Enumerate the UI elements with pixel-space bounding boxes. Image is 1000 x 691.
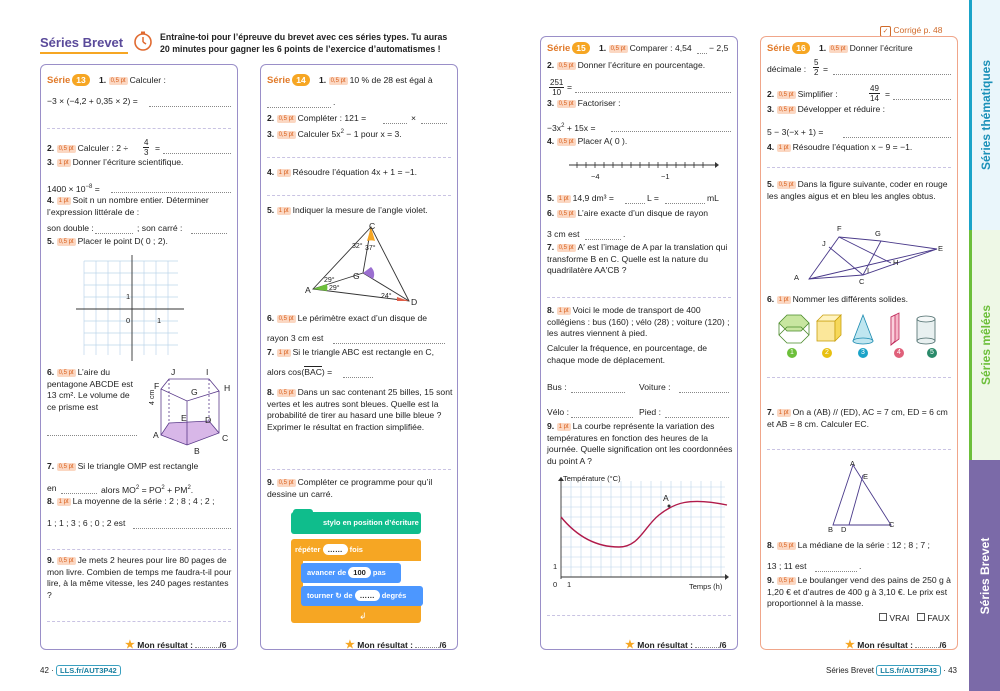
s14-q6-line2: rayon 3 cm est: [267, 333, 324, 343]
s15-pied: Pied :: [639, 407, 661, 417]
s14-q2-times: ×: [411, 113, 417, 123]
tri-label-D: D: [411, 297, 418, 307]
s14-q2-a[interactable]: [383, 123, 407, 124]
s13-q3: 3. 1 pt Donner l’écriture scientifique.: [47, 157, 184, 167]
s14-q9: 9. 0,5 pt Compléter ce programme pour qu’il dessine un carré.: [267, 477, 433, 499]
fig-label-C: C: [859, 277, 865, 286]
s16-tri-B: B: [828, 525, 834, 534]
s14-q6-answer[interactable]: [333, 343, 445, 344]
s16-q1-line2: décimale :: [767, 64, 807, 74]
s13-q9: 9. 0,5 pt Je mets 2 heures pour lire 80 pages de mon livre. Combien de temps me faudra-t-il pour lire, à la même vitesse, les 240 pages restantes ?: [47, 555, 232, 600]
s16-q2: 2. 0,5 pt Simplifier :: [767, 89, 838, 99]
s15-q5-b[interactable]: [665, 203, 705, 204]
s16-q8-end: .: [859, 561, 862, 571]
prism-dimension: 4 cm: [149, 389, 156, 405]
tab-series-thematiques[interactable]: Séries thématiques: [969, 0, 1000, 230]
s15-q1-answer[interactable]: [697, 53, 707, 54]
s13-grid-y1: 1: [126, 292, 131, 301]
fig-label-I: I: [867, 266, 870, 275]
fig-label-H: H: [893, 258, 899, 267]
s15-q9: 9. 1 pt La courbe représente la variation des températures en fonction des heures de la journée. Quelle signification ont les coordonnées du point A ?: [547, 421, 733, 466]
s13-q1-expr: −3 × (−4,2 + 0,35 × 2) =: [47, 96, 138, 106]
s16-q2-eq: =: [885, 89, 891, 99]
tri-angle-29b: 29°: [329, 285, 340, 292]
s16-q5: 5. 0,5 pt Dans la figure suivante, coder en rouge les angles aigus et en bleu les angles obtus.: [767, 179, 948, 201]
s13-q7-answer[interactable]: [61, 493, 97, 494]
tri-label-G: G: [353, 271, 360, 281]
s15-voiture-answer[interactable]: [679, 392, 729, 393]
s15-voiture: Voiture :: [639, 382, 671, 392]
s16-result: ★ Mon résultat : /6: [845, 639, 947, 651]
serie-16-title: Série 16: [767, 42, 812, 54]
solid-num-1: 1: [787, 348, 797, 358]
s16-q8-answer[interactable]: [815, 571, 857, 572]
prism-label-A: A: [153, 430, 159, 440]
rotate-icon: ↻: [335, 591, 342, 600]
s13-q4: 4. 1 pt Soit n un nombre entier. Déterminer l’expression littérale de :: [47, 195, 209, 217]
prism-label-C: C: [222, 433, 229, 443]
s15-line-2: [547, 615, 731, 616]
s13-q1-answer[interactable]: [149, 106, 231, 107]
serie-14-title: Série 14: [267, 74, 312, 86]
s14-q1: 1. 0,5 pt 10 % de 28 est égal à: [319, 75, 433, 85]
s16-tri-C: C: [889, 520, 895, 529]
s15-q8: 8. 1 pt Voici le mode de transport de 400 collégiens : bus (160) ; vélo (28) ; voiture (120) ; les autres viennent à pied.: [547, 305, 730, 338]
s16-q3-expr: 5 − 3(−x + 1) =: [767, 127, 824, 137]
s16-q8: 8. 0,5 pt La médiane de la série : 12 ; 8 ; 7 ;: [767, 540, 930, 550]
s15-q2-answer[interactable]: [575, 92, 731, 93]
s16-q3-answer[interactable]: [843, 137, 951, 138]
intro-line-2: 20 minutes pour gagner les 6 points de l’exercice d’automatismes !: [160, 44, 441, 54]
prism-label-I: I: [206, 367, 209, 377]
s16-q7: 7. 1 pt On a (AB) // (ED), AC = 7 cm, ED = 6 cm et AB = 8 cm. Calculer EC.: [767, 407, 948, 429]
s13-q7-formula: alors $MO^2 = PO^2 + PM^2$.: [101, 484, 194, 495]
s16-triangle-figure: [827, 461, 897, 531]
s16-q9: 9. 0,5 pt Le boulanger vend des pains de 250 g à 1,20 € et d’autres de 400 g à 3,10 €. Le prix est proportionnel à la masse.: [767, 575, 951, 608]
footer-left: 42 · LLS.fr/AUT3P42: [40, 665, 121, 676]
graph-y1: 1: [553, 562, 558, 571]
s13-q4-carre-answer[interactable]: [191, 233, 227, 234]
s15-bus-answer[interactable]: [571, 392, 625, 393]
s16-tri-A: A: [850, 459, 856, 468]
s13-q2: 2. 0,5 pt Calculer : 2 ÷: [47, 143, 129, 153]
s15-q2-eq: =: [567, 82, 573, 92]
block-pen-down[interactable]: stylo en position d’écriture: [291, 512, 421, 534]
tri-angle-24: 24°: [381, 293, 392, 300]
s15-q6-line2: 3 cm est: [547, 229, 580, 239]
fig-label-F: F: [837, 224, 842, 233]
tri-angle-29a: 29°: [324, 277, 335, 284]
s14-q6: 6. 0,5 pt Le périmètre exact d’un disque de: [267, 313, 428, 323]
faux-checkbox: [917, 613, 925, 621]
graph-ylabel: Température (°C): [563, 474, 621, 483]
s14-q3: 3. 0,5 pt Calculer $5x^2 - 1$ pour x = 3.: [267, 128, 402, 139]
star-icon: ★: [845, 639, 855, 651]
serie-13-card: [40, 64, 238, 650]
s13-q4-carre: ; son carré :: [137, 223, 183, 233]
s15-q5-L: L =: [647, 193, 659, 203]
s16-vrai[interactable]: VRAI: [879, 613, 909, 625]
correction-icon: ✓: [880, 26, 891, 37]
stopwatch-icon: [132, 30, 154, 52]
s14-line-3: [267, 469, 451, 470]
s15-number-line[interactable]: [569, 159, 719, 171]
prism-label-F: F: [154, 381, 160, 391]
prism-label-E: E: [181, 413, 187, 423]
s14-q8: 8. 0,5 pt Dans un sac contenant 25 billes, 15 sont vertes et les autres sont bleues. Quelle est la probabilité de tirer au hasard une bille bleue ? Exprimer le résultat en fraction simplifiée.: [267, 387, 453, 432]
s16-q2-fraction: 49 14: [870, 84, 879, 103]
s15-q5-mL: mL: [707, 193, 719, 203]
s16-faux[interactable]: FAUX: [917, 613, 950, 625]
s13-q2-eq: =: [155, 143, 161, 153]
s16-q1-fraction: 5 2: [814, 58, 819, 77]
tri-angle-37: 37°: [365, 245, 376, 252]
s16-tri-D: D: [841, 525, 847, 534]
s14-q4: 4. 1 pt Résoudre l’équation 4x + 1 = −1.: [267, 167, 418, 177]
s15-q6-answer[interactable]: [585, 239, 621, 240]
s13-q7-en: en: [47, 483, 57, 493]
s14-q7: 7. 1 pt Si le triangle ABC est rectangle en C,: [267, 347, 434, 357]
s15-velo-answer[interactable]: [571, 417, 633, 418]
graph-origin: 0: [553, 580, 558, 589]
solid-num-5: 5: [927, 348, 937, 358]
s14-q1-answer[interactable]: [267, 107, 331, 108]
title-underline: [40, 52, 128, 54]
graph-point-A: A: [663, 493, 669, 503]
prism-label-D: D: [205, 415, 212, 425]
s16-q1-eq: =: [823, 64, 829, 74]
s14-result: ★ Mon résultat : /6: [345, 639, 447, 651]
star-icon: ★: [125, 639, 135, 651]
s14-q2: 2. 0,5 pt Compléter : 121 =: [267, 113, 367, 123]
turn-input[interactable]: ……: [355, 590, 380, 601]
s13-line: [47, 128, 231, 129]
s13-q7: 7. 0,5 pt Si le triangle OMP est rectangle: [47, 461, 199, 471]
s13-q6-answer[interactable]: [47, 435, 137, 436]
s13-line-3: [47, 621, 231, 622]
s13-q2-fraction: 4 3: [144, 138, 149, 157]
fig-label-A: A: [794, 273, 800, 282]
s15-q2: 2. 0,5 pt Donner l’écriture en pourcentage.: [547, 60, 706, 70]
solid-num-3: 3: [858, 348, 868, 358]
tab-series-brevet[interactable]: Séries Brevet: [969, 460, 1000, 691]
s16-q1: 1. 0,5 pt Donner l’écriture: [819, 43, 913, 53]
s16-tri-E: E: [863, 472, 869, 481]
s15-q7: 7. 0,5 pt A′ est l’image de A par la translation qui transforme B en C. Quelle est la nature du quadrilatère AA′CB ?: [547, 242, 728, 275]
footer-right-link[interactable]: LLS.fr/AUT3P43: [876, 665, 941, 676]
s16-q8-line2: 13 ; 11 est: [767, 561, 807, 571]
serie-15-title: Série 15: [547, 42, 592, 54]
solid-num-4: 4: [894, 348, 904, 358]
vrai-checkbox: [879, 613, 887, 621]
s13-grid-x1: 1: [157, 316, 162, 325]
s16-line-2: [767, 377, 951, 378]
intro-line-1: Entraîne-toi pour l’épreuve du brevet avec ces séries types. Tu auras: [160, 32, 448, 42]
prism-label-J: J: [171, 367, 176, 377]
s14-q7-formula: alors cos(BAC) =: [267, 367, 333, 377]
s15-q5-a[interactable]: [625, 203, 645, 204]
serie-16-card: [760, 36, 958, 650]
prism-label-H: H: [224, 383, 231, 393]
tri-label-C: C: [369, 221, 376, 231]
serie-15-card: [540, 36, 738, 650]
prism-label-G: G: [191, 387, 198, 397]
s16-line-1: [767, 167, 951, 168]
s13-grid-zero: 0: [126, 316, 131, 325]
s15-q6: 6. 0,5 pt L’aire exacte d’un disque de rayon: [547, 208, 709, 218]
s15-q4: 4. 0,5 pt Placer A( 0 ).: [547, 136, 628, 146]
graph-xlabel: Temps (h): [689, 582, 723, 591]
s13-q4-double-answer[interactable]: [95, 233, 133, 234]
s14-q2-b[interactable]: [421, 123, 447, 124]
s13-q3-answer[interactable]: [111, 192, 231, 193]
s16-solids-figure: [773, 311, 949, 351]
star-icon: ★: [345, 639, 355, 651]
block-turn[interactable]: tourner ↻ de …… degrés: [301, 586, 423, 606]
s14-line-1: [267, 157, 451, 158]
footer-right: Séries Brevet LLS.fr/AUT3P43 · 43: [826, 666, 957, 675]
serie-14-card: [260, 64, 458, 650]
s14-line-2: [267, 195, 451, 196]
s16-q4: 4. 1 pt Résoudre l’équation x − 9 = −1.: [767, 142, 913, 152]
page-title: Séries Brevet: [40, 35, 124, 50]
s13-q1: 1. 0,5 pt Calculer :: [99, 75, 166, 85]
s16-line-3: [767, 449, 951, 450]
s13-q4-double: son double :: [47, 223, 94, 233]
fig-label-E: E: [938, 244, 944, 253]
tab-series-melees[interactable]: Séries mêlées: [969, 230, 1000, 460]
tri-angle-32: 32°: [352, 243, 363, 250]
s13-q8: 8. 1 pt La moyenne de la série : 2 ; 8 ; 4 ; 2 ;: [47, 496, 215, 506]
corrige-label: Corrigé p. 48: [893, 25, 943, 35]
s15-q3: 3. 0,5 pt Factoriser :: [547, 98, 621, 108]
s15-q5: 5. 1 pt 14,9 dm³ =: [547, 193, 614, 203]
s13-q8-line2: 1 ; 1 ; 3 ; 6 ; 0 ; 2 est: [47, 518, 126, 528]
tri-label-A: A: [305, 285, 311, 295]
s13-coordinate-grid[interactable]: [76, 253, 186, 363]
s15-result: ★ Mon résultat : /6: [625, 639, 727, 651]
s13-q8-answer[interactable]: [133, 528, 231, 529]
s15-bus: Bus :: [547, 382, 567, 392]
s15-temperature-graph: [549, 477, 729, 589]
numline-m1: −1: [661, 172, 670, 181]
s14-q5: 5. 1 pt Indiquer la mesure de l’angle violet.: [267, 205, 428, 215]
serie-13-title: Série 13: [47, 74, 92, 86]
s15-q3-expr: $-3x^2 + 15x$ =: [547, 122, 596, 133]
s15-q1: 1. 0,5 pt Comparer : 4,54: [599, 43, 692, 53]
fig-label-G: G: [875, 229, 881, 238]
numline-m4: −4: [591, 172, 600, 181]
graph-x1: 1: [567, 580, 572, 589]
s16-q2-answer[interactable]: [893, 99, 951, 100]
s15-pied-answer[interactable]: [665, 417, 729, 418]
solid-num-2: 2: [822, 348, 832, 358]
s15-line-1: [547, 297, 731, 298]
s14-q1-end: .: [333, 97, 336, 107]
s16-q1-answer[interactable]: [833, 74, 951, 75]
s14-triangle-figure: [301, 223, 421, 305]
s13-q3-expr: $1400 \times 10^{-8}$ =: [47, 183, 100, 194]
fig-label-J: J: [822, 239, 826, 248]
s13-line-2: [47, 549, 231, 550]
s13-result: ★ Mon résultat : /6: [125, 639, 227, 651]
s15-q2-fraction: 251 10: [550, 78, 564, 97]
s16-q6: 6. 1 pt Nommer les différents solides.: [767, 294, 909, 304]
star-icon: ★: [625, 639, 635, 651]
s13-q2-answer[interactable]: [163, 153, 231, 154]
footer-left-link[interactable]: LLS.fr/AUT3P42: [56, 665, 121, 676]
s15-q3-answer[interactable]: [611, 131, 731, 132]
s16-q3: 3. 0,5 pt Développer et réduire :: [767, 104, 885, 114]
repeat-input[interactable]: ……: [323, 544, 348, 555]
s15-q1-end: − 2,5: [709, 43, 729, 53]
s15-q8-line2: Calculer la fréquence, en pourcentage, de chaque mode de déplacement.: [547, 343, 708, 365]
s15-q6-end: .: [623, 229, 626, 239]
block-move[interactable]: avancer de 100 pas: [301, 563, 401, 583]
prism-label-B: B: [194, 446, 200, 456]
s13-q5: 5. 0,5 pt Placer le point D( 0 ; 2).: [47, 236, 168, 246]
repeat-arrow-icon: ↲: [359, 611, 367, 621]
block-repeat-header: répéter …… fois: [295, 545, 363, 554]
s14-q7-answer[interactable]: [343, 377, 373, 378]
s15-velo: Vélo :: [547, 407, 569, 417]
s13-q6: 6. 0,5 pt L’aire du pentagone ABCDE est 13 cm². Le volume de ce prisme est: [47, 367, 133, 412]
